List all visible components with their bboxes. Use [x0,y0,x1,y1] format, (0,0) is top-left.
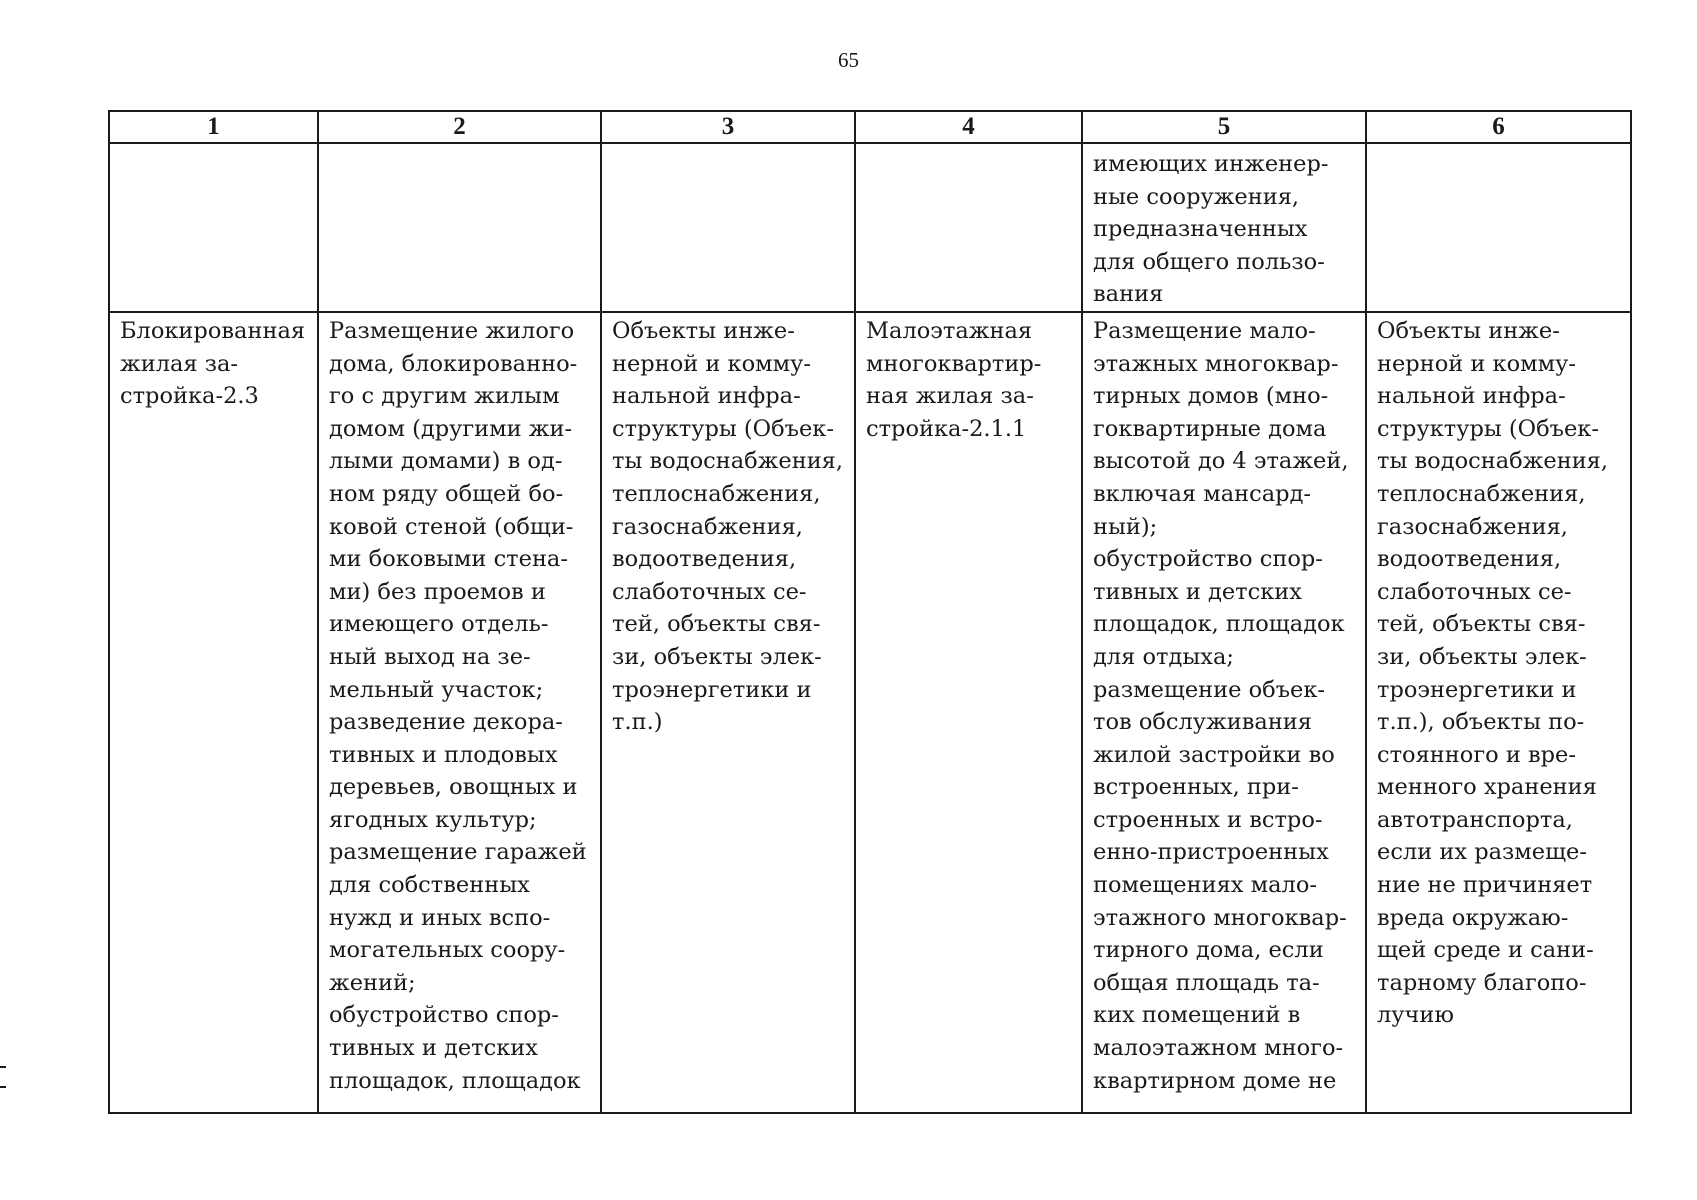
cell-text: Объекты инже- нерной и комму- нальной инфра- структуры (Объек- ты водоснабжения, теплоснабжения, газоснабжения, водоотведения, слаботочных се- тей, объекты свя- зи, объекты элек- троэнергетики и т.п.), объекты по- стоянного и вре- менного хранения автотранспорта, если их размеще- ние не причиняет вреда окружаю- щей среде и сани- тарному благопо- лучию [1377,317,1609,1029]
cell-text: Блокированная жилая за- стройка-2.3 [120,317,306,410]
table-cell [318,312,601,1113]
cell-text: Размещение жилого дома, блокированно- го с другим жилым домом (другими жи- лыми домами) в од- ном ряду общей бо- ковой стеной (общи- ми боковыми стена- ми) без проемов и имеющего отдель- ный выход на зе- мельный участок; разведение декора- тивных и плодовых деревьев, овощных и ягодных культур; размещение гаражей для собственных нужд и иных вспо- могательных соору- жений; обустройство спор- тивных и детских площадок, площадок [329,317,587,1094]
column-header: 3 [601,111,855,143]
table-cell [318,143,601,312]
column-header: 2 [318,111,601,143]
cell-text: Объекты инже- нерной и комму- нальной инфра- структуры (Объек- ты водоснабжения, теплоснабжения, газоснабжения, водоотведения, слаботочных се- тей, объекты свя- зи, объекты элек- троэнергетики и т.п.) [612,317,844,736]
table-cell [1366,143,1631,312]
cell-text: Размещение мало- этажных многоквар- тирных домов (мно- гоквартирные дома высотой до 4 этажей, включая мансард- ный); обустройство спор- тивных и детских площадок, площадок для отдыха; размещение объек- тов обслуживания жилой застройки во встроенных, при- строенных и встро- енно-пристроенных помещениях мало- этажного многоквар- тирного дома, если общая площадь та- ких помещений в малоэтажном много- квартирном доме не [1093,317,1349,1094]
table-cell [855,143,1082,312]
table-cell [1082,143,1366,312]
binding-margin-mark [0,1066,6,1088]
table-cell [1366,312,1631,1113]
land-use-table [108,110,1632,1114]
column-header: 4 [855,111,1082,143]
column-header: 6 [1366,111,1631,143]
table-cell [109,143,318,312]
table-cell [855,312,1082,1113]
table-cell [1082,312,1366,1113]
column-header: 1 [109,111,318,143]
column-header: 5 [1082,111,1366,143]
cell-text: имеющих инженер- ные сооружения, предназначенных для общего пользо- вания [1093,151,1329,308]
cell-text: Малоэтажная многоквартир- ная жилая за- стройка-2.1.1 [866,317,1042,442]
table-row [109,143,1631,312]
table-header-row [109,111,1631,143]
table-row [109,312,1631,1113]
table-cell [601,312,855,1113]
page-number: 65 [838,48,859,72]
table-cell [601,143,855,312]
table-cell [109,312,318,1113]
